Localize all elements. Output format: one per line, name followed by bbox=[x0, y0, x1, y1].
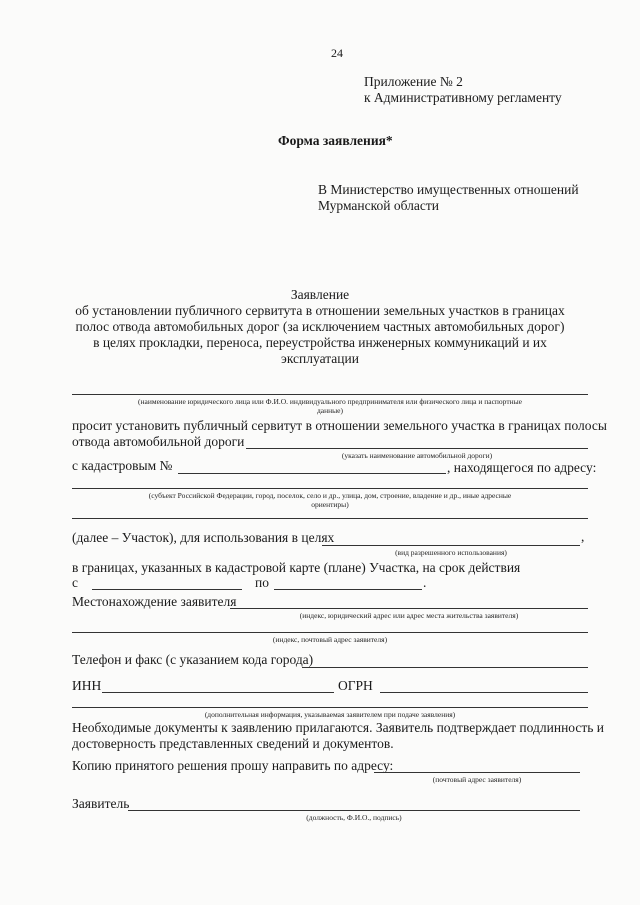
purpose-label: (далее – Участок), для использования в целях bbox=[72, 530, 335, 545]
inn-field[interactable] bbox=[102, 692, 334, 693]
ogrn-field[interactable] bbox=[380, 692, 588, 693]
address-label: , находящегося по адресу: bbox=[447, 460, 597, 475]
page-number: 24 bbox=[331, 46, 343, 60]
heading-line2: полос отвода автомобильных дорог (за исключением частных автомобильных дорог) bbox=[75, 319, 565, 334]
purpose-hint: (вид разрешенного использования) bbox=[395, 548, 507, 557]
address-hint-line2: ориентиры) bbox=[311, 500, 349, 509]
request-line2: отвода автомобильной дороги bbox=[72, 434, 245, 449]
form-title: Форма заявления* bbox=[278, 133, 393, 148]
cadastral-number-field[interactable] bbox=[178, 473, 446, 474]
heading-title: Заявление bbox=[290, 287, 350, 302]
extra-hint: (дополнительная информация, указываемая заявителем при подаче заявления) bbox=[204, 710, 456, 719]
applicant-hint-line1: (наименование юридического лица или Ф.И.О. индивидуального предпринимателя или физического лица и паспортные bbox=[138, 397, 522, 406]
phone-label: Телефон и факс (с указанием кода города) bbox=[72, 652, 314, 667]
docs-line1: Необходимые документы к заявлению прилагаются. Заявитель подтверждает подлинность и bbox=[72, 720, 605, 735]
signer-field[interactable] bbox=[128, 810, 580, 811]
extra-info-field[interactable] bbox=[72, 707, 588, 708]
road-name-field[interactable] bbox=[246, 448, 588, 449]
addressee-line1: В Министерство имущественных отношений bbox=[318, 182, 579, 197]
postal-hint: (индекс, почтовый адрес заявителя) bbox=[272, 635, 388, 644]
term-line1: в границах, указанных в кадастровой карте (плане) Участка, на срок действия bbox=[72, 560, 521, 575]
applicant-hint-line2: данные) bbox=[316, 406, 344, 415]
heading-line3: в целях прокладки, переноса, переустройства инженерных коммуникаций и их bbox=[93, 335, 547, 350]
location-label: Местонахождение заявителя bbox=[72, 594, 237, 609]
address-field-continued[interactable] bbox=[72, 518, 588, 519]
copy-label: Копию принятого решения прошу направить по адресу: bbox=[72, 758, 394, 773]
purpose-field[interactable] bbox=[322, 545, 580, 546]
term-to-label: по bbox=[255, 575, 269, 590]
heading-line4: эксплуатации bbox=[281, 351, 359, 366]
docs-line2: достоверность представленных сведений и документов. bbox=[72, 736, 394, 751]
addressee-line2: Мурманской области bbox=[318, 198, 439, 213]
postal-address-field[interactable] bbox=[72, 632, 588, 633]
purpose-end: , bbox=[581, 529, 585, 544]
request-line1: просит установить публичный сервитут в отношении земельного участка в границах полосы bbox=[72, 418, 607, 433]
copy-hint: (почтовый адрес заявителя) bbox=[432, 775, 522, 784]
appendix-line1: Приложение № 2 bbox=[364, 74, 463, 89]
address-field[interactable] bbox=[72, 488, 588, 489]
location-field[interactable] bbox=[230, 608, 588, 609]
ogrn-label: ОГРН bbox=[338, 678, 373, 693]
location-hint: (индекс, юридический адрес или адрес места жительства заявителя) bbox=[299, 611, 519, 620]
road-hint: (указать наименование автомобильной дороги) bbox=[341, 451, 493, 460]
appendix-line2: к Административному регламенту bbox=[364, 90, 562, 105]
signer-label: Заявитель bbox=[72, 796, 130, 811]
heading-line1: об установлении публичного сервитута в отношении земельных участков в границах bbox=[75, 303, 565, 318]
applicant-name-field[interactable] bbox=[72, 394, 588, 395]
copy-address-field[interactable] bbox=[374, 772, 580, 773]
address-hint-line1: (субъект Российской Федерации, город, поселок, село и др., улица, дом, строение, владение и др., иные адресные bbox=[148, 491, 512, 500]
signer-hint: (должность, Ф.И.О., подпись) bbox=[306, 813, 402, 822]
inn-label: ИНН bbox=[72, 678, 102, 693]
term-end: . bbox=[423, 575, 427, 590]
term-from-label: с bbox=[72, 575, 78, 590]
term-to-field[interactable] bbox=[274, 589, 422, 590]
term-from-field[interactable] bbox=[92, 589, 242, 590]
phone-field[interactable] bbox=[302, 667, 588, 668]
cadastral-label: с кадастровым № bbox=[72, 458, 173, 473]
